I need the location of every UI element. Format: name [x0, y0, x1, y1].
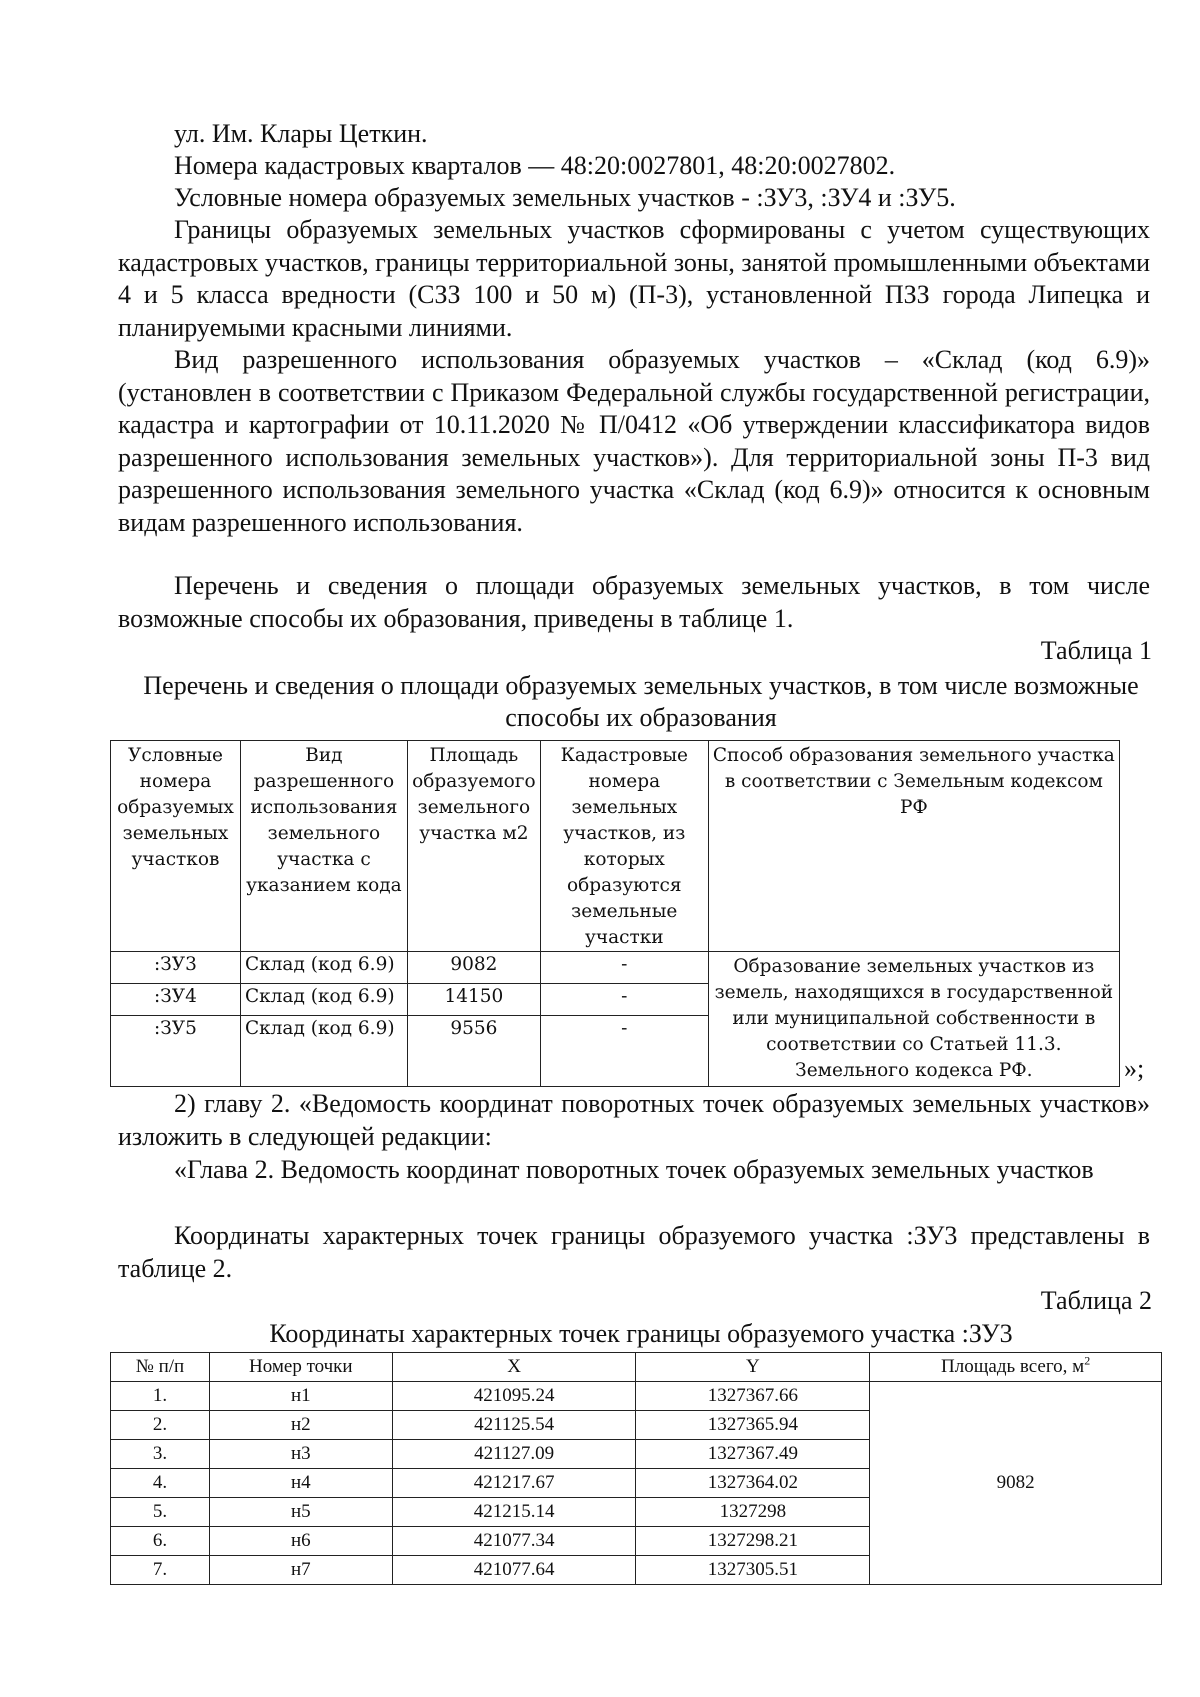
table2-cell-n: 4. [111, 1469, 210, 1498]
table2-cell-y: 1327367.49 [636, 1440, 870, 1469]
table2-caption: Координаты характерных точек границы образуемого участка :ЗУ3 [269, 1319, 1013, 1348]
table2-cell-x: 421077.64 [392, 1556, 636, 1585]
chapter2-paragraph: 2) главу 2. «Ведомость координат поворотных точек образуемых земельных участков» изложить в следующей редакции: [118, 1089, 1150, 1151]
conditional-numbers-line: Условные номера образуемых земельных участков - :ЗУ3, :ЗУ4 и :ЗУ5. [174, 183, 956, 212]
table1-cell-num: :ЗУ4 [111, 983, 241, 1015]
table2 [110, 1352, 1162, 1585]
street-line: ул. Им. Клары Цеткин. [174, 119, 428, 148]
table2-header-area [870, 1353, 1162, 1382]
table2-label: Таблица 2 [1040, 1286, 1152, 1315]
table2-cell-y: 1327365.94 [636, 1411, 870, 1440]
table2-cell-y: 1327367.66 [636, 1382, 870, 1411]
table1-closing-quote: »; [1124, 1054, 1145, 1083]
table2-header-area-sup: 2 [1084, 1353, 1091, 1368]
cadastral-quarters-line: Номера кадастровых кварталов — 48:20:0027801, 48:20:0027802. [174, 151, 896, 180]
table2-cell-y: 1327298.21 [636, 1527, 870, 1556]
table1-header-cad: Кадастровые номера земельных участков, из которых образуются земельные участки [540, 741, 708, 952]
table-row [111, 1382, 1162, 1411]
table2-cell-point: н2 [209, 1411, 392, 1440]
table2-cell-x: 421077.34 [392, 1527, 636, 1556]
table1-header-row [111, 741, 1120, 952]
table1-header-area: Площадь образуемого земельного участка м2 [407, 741, 540, 952]
glava-paragraph: «Глава 2. Ведомость координат поворотных точек образуемых земельных участков [174, 1155, 1094, 1184]
table-row [111, 952, 1120, 984]
table1-cell-area: 9556 [407, 1015, 540, 1086]
table1-cell-area: 9082 [407, 952, 540, 984]
table2-cell-point: н1 [209, 1382, 392, 1411]
table2-header-point: Номер точки [209, 1353, 392, 1382]
table2-cell-x: 421095.24 [392, 1382, 636, 1411]
table1-header-method: Способ образования земельного участка в соответствии с Земельным кодексом РФ [708, 741, 1119, 952]
table1-cell-cad: - [540, 983, 708, 1015]
table2-cell-n: 6. [111, 1527, 210, 1556]
table2-cell-x: 421125.54 [392, 1411, 636, 1440]
table2-cell-n: 5. [111, 1498, 210, 1527]
table1-cell-cad: - [540, 952, 708, 984]
table2-cell-n: 3. [111, 1440, 210, 1469]
table1-cell-num: :ЗУ3 [111, 952, 241, 984]
table1-caption: Перечень и сведения о площади образуемых земельных участков, в том числе возможные способы их образования [143, 671, 1139, 732]
table2-cell-point: н5 [209, 1498, 392, 1527]
table2-header-x: X [392, 1353, 636, 1382]
table2-cell-y: 1327298 [636, 1498, 870, 1527]
table2-cell-x: 421217.67 [392, 1469, 636, 1498]
table1-cell-num: :ЗУ5 [111, 1015, 241, 1086]
coords-paragraph: Координаты характерных точек границы образуемого участка :ЗУ3 представлены в таблице 2. [118, 1221, 1150, 1283]
table2-cell-y: 1327305.51 [636, 1556, 870, 1585]
table2-cell-n: 2. [111, 1411, 210, 1440]
table2-cell-point: н6 [209, 1527, 392, 1556]
table2-cell-point: н7 [209, 1556, 392, 1585]
table2-cell-n: 1. [111, 1382, 210, 1411]
table2-header-y: Y [636, 1353, 870, 1382]
usage-paragraph: Вид разрешенного использования образуемых участков – «Склад (код 6.9)» (установлен в соответствии с Приказом Федеральной службы государственной регистрации, кадастра и картографии от 10.11.2020 № П/0412 «Об утверждении классификатора видов разрешенного использования земельных участков»). Для территориальной зоны П-3 вид разрешенного использования земельного участка «Склад (код 6.9)» относится к основным видам разрешенного использования. [118, 345, 1150, 537]
table1-label: Таблица 1 [1040, 636, 1152, 665]
table2-cell-x: 421127.09 [392, 1440, 636, 1469]
table2-cell-point: н4 [209, 1469, 392, 1498]
table1-cell-cad: - [540, 1015, 708, 1086]
table2-cell-area: 9082 [870, 1382, 1162, 1585]
table2-header-row [111, 1353, 1162, 1382]
table2-header-n: № п/п [111, 1353, 210, 1382]
table1-cell-use: Склад (код 6.9) [240, 1015, 407, 1086]
list-paragraph: Перечень и сведения о площади образуемых земельных участков, в том числе возможные способы их образования, приведены в таблице 1. [118, 571, 1150, 633]
table2-cell-y: 1327364.02 [636, 1469, 870, 1498]
table2-header-area-text: Площадь всего, м [941, 1356, 1085, 1377]
borders-paragraph: Границы образуемых земельных участков сформированы с учетом существующих кадастровых участков, границы территориальной зоны, занятой промышленными объектами 4 и 5 класса вредности (СЗЗ 100 и 50 м) (П-3), установленной ПЗЗ города Липецка и планируемыми красными линиями. [118, 215, 1150, 342]
table2-cell-n: 7. [111, 1556, 210, 1585]
table1-header-use: Вид разрешенного использования земельного участка с указанием кода [240, 741, 407, 952]
table1 [110, 740, 1120, 1087]
table2-cell-x: 421215.14 [392, 1498, 636, 1527]
table2-cell-point: н3 [209, 1440, 392, 1469]
table1-cell-use: Склад (код 6.9) [240, 952, 407, 984]
table1-cell-area: 14150 [407, 983, 540, 1015]
table1-header-num: Условные номера образуемых земельных участков [111, 741, 241, 952]
table1-cell-method: Образование земельных участков из земель, находящихся в государственной или муниципальной собственности в соответствии со Статьей 11.3. Земельного кодекса РФ. [708, 952, 1119, 1087]
table1-cell-use: Склад (код 6.9) [240, 983, 407, 1015]
